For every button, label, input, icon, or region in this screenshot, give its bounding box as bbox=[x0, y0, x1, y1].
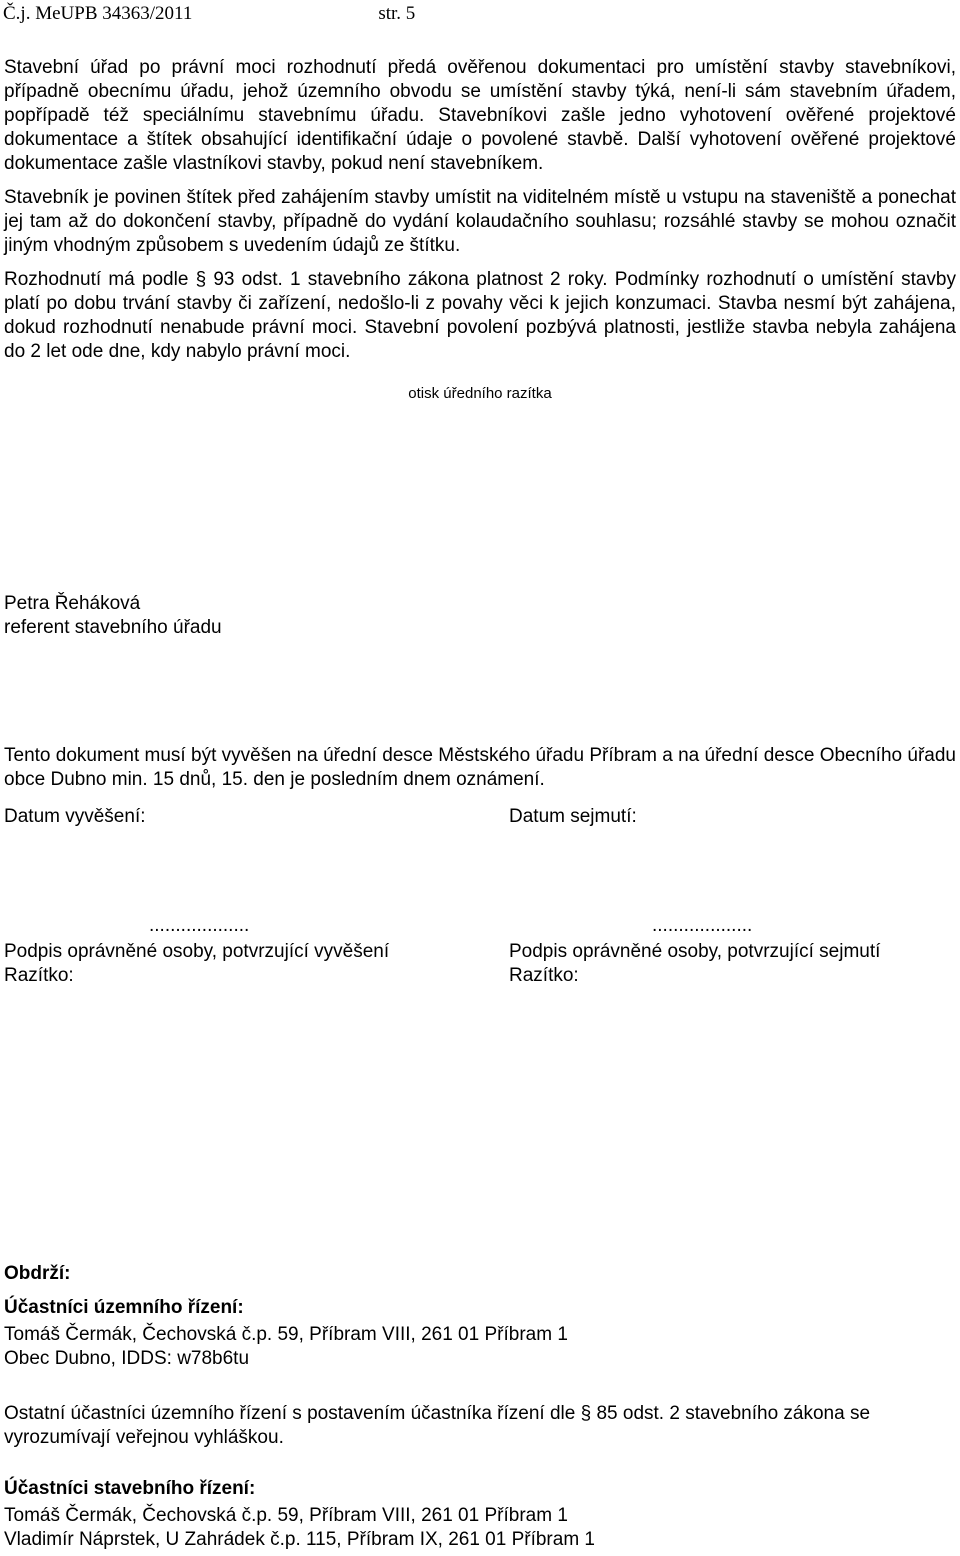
removed-signature-block bbox=[509, 940, 880, 988]
official-stamp-placeholder: otisk úředního razítka bbox=[408, 385, 552, 402]
building-participants-list bbox=[4, 1504, 595, 1552]
paragraph-validity: Rozhodnutí má podle § 93 odst. 1 stavebního zákona platnost 2 roky. Podmínky rozhodnutí o umístění stavby platí po dobu trvání stavby či zařízení, nedošlo-li z povahy věci k jejich konzumaci. Stavba nesmí být zahájena, dokud rozhodnutí nenabude právní moci. Stavební povolení pozbývá platnosti, jestliže stavba nebyla zahájena do 2 let ode dne, kdy nabylo právní moci. bbox=[4, 269, 956, 362]
posted-signature-block bbox=[4, 940, 389, 988]
posted-stamp-label: Razítko: bbox=[4, 965, 74, 986]
list-item: Obec Dubno, IDDS: w78b6tu bbox=[4, 1348, 250, 1369]
recipients-heading: Obdrží: bbox=[4, 1263, 71, 1284]
posted-signature-caption: Podpis oprávněné osoby, potvrzující vyvěšení bbox=[4, 941, 390, 962]
case-reference: Č.j. MeUPB 34363/2011 bbox=[3, 3, 193, 24]
zoning-participants-list bbox=[4, 1323, 568, 1371]
building-participants-heading: Účastníci stavebního řízení: bbox=[4, 1478, 256, 1499]
page-header bbox=[3, 2, 415, 26]
signer-name: Petra Řeháková bbox=[4, 593, 141, 614]
signature-block bbox=[4, 592, 222, 640]
list-item: Tomáš Čermák, Čechovská č.p. 59, Příbram VIII, 261 01 Příbram 1 bbox=[4, 1324, 568, 1345]
signer-role: referent stavebního úřadu bbox=[4, 617, 222, 638]
posting-notice: Tento dokument musí být vyvěšen na úřední desce Městského úřadu Příbram a na úřední desce Obecního úřadu obce Dubno min. 15 dnů, 15. den je posledním dnem oznámení. bbox=[4, 745, 956, 790]
other-participants-note: Ostatní účastníci územního řízení s postavením účastníka řízení dle § 85 odst. 2 stavebního zákona se vyrozumívají veřejnou vyhláškou. bbox=[4, 1403, 871, 1448]
zoning-participants-heading: Účastníci územního řízení: bbox=[4, 1297, 244, 1318]
list-item: Tomáš Čermák, Čechovská č.p. 59, Příbram VIII, 261 01 Příbram 1 bbox=[4, 1505, 568, 1526]
paragraph-documentation: Stavební úřad po právní moci rozhodnutí předá ověřenou dokumentaci pro umístění stavby stavebníkovi, případně obecnímu úřadu, jehož územního obvodu se umístění stavby týká, není-li sám stavebním úřadem, popřípadě též speciálnímu stavebnímu úřadu. Stavebníkovi zašle jedno vyhotovení ověřené projektové dokumentace a štítek obsahující identifikační údaje o povolené stavbě. Další vyhotovení ověřené projektové dokumentace zašle vlastníkovi stavby, pokud není stavebníkem. bbox=[4, 57, 956, 174]
page-number: str. 5 bbox=[378, 3, 416, 24]
posted-signature-line: ................... bbox=[149, 915, 250, 936]
removed-date-label: Datum sejmutí: bbox=[509, 806, 637, 827]
removed-stamp-label: Razítko: bbox=[509, 965, 579, 986]
removed-signature-caption: Podpis oprávněné osoby, potvrzující sejmutí bbox=[509, 941, 881, 962]
paragraph-sign-plate: Stavebník je povinen štítek před zahájením stavby umístit na viditelném místě u vstupu na staveniště a ponechat jej tam až do dokončení stavby, případně do vydání kolaudačního souhlasu; rozsáhlé stavby se mohou označit jiným vhodným způsobem s uvedením údajů ze štítku. bbox=[4, 187, 956, 256]
posted-date-label: Datum vyvěšení: bbox=[4, 806, 146, 827]
removed-signature-line: ................... bbox=[652, 915, 753, 936]
list-item: Vladimír Náprstek, U Zahrádek č.p. 115, Příbram IX, 261 01 Příbram 1 bbox=[4, 1529, 596, 1550]
